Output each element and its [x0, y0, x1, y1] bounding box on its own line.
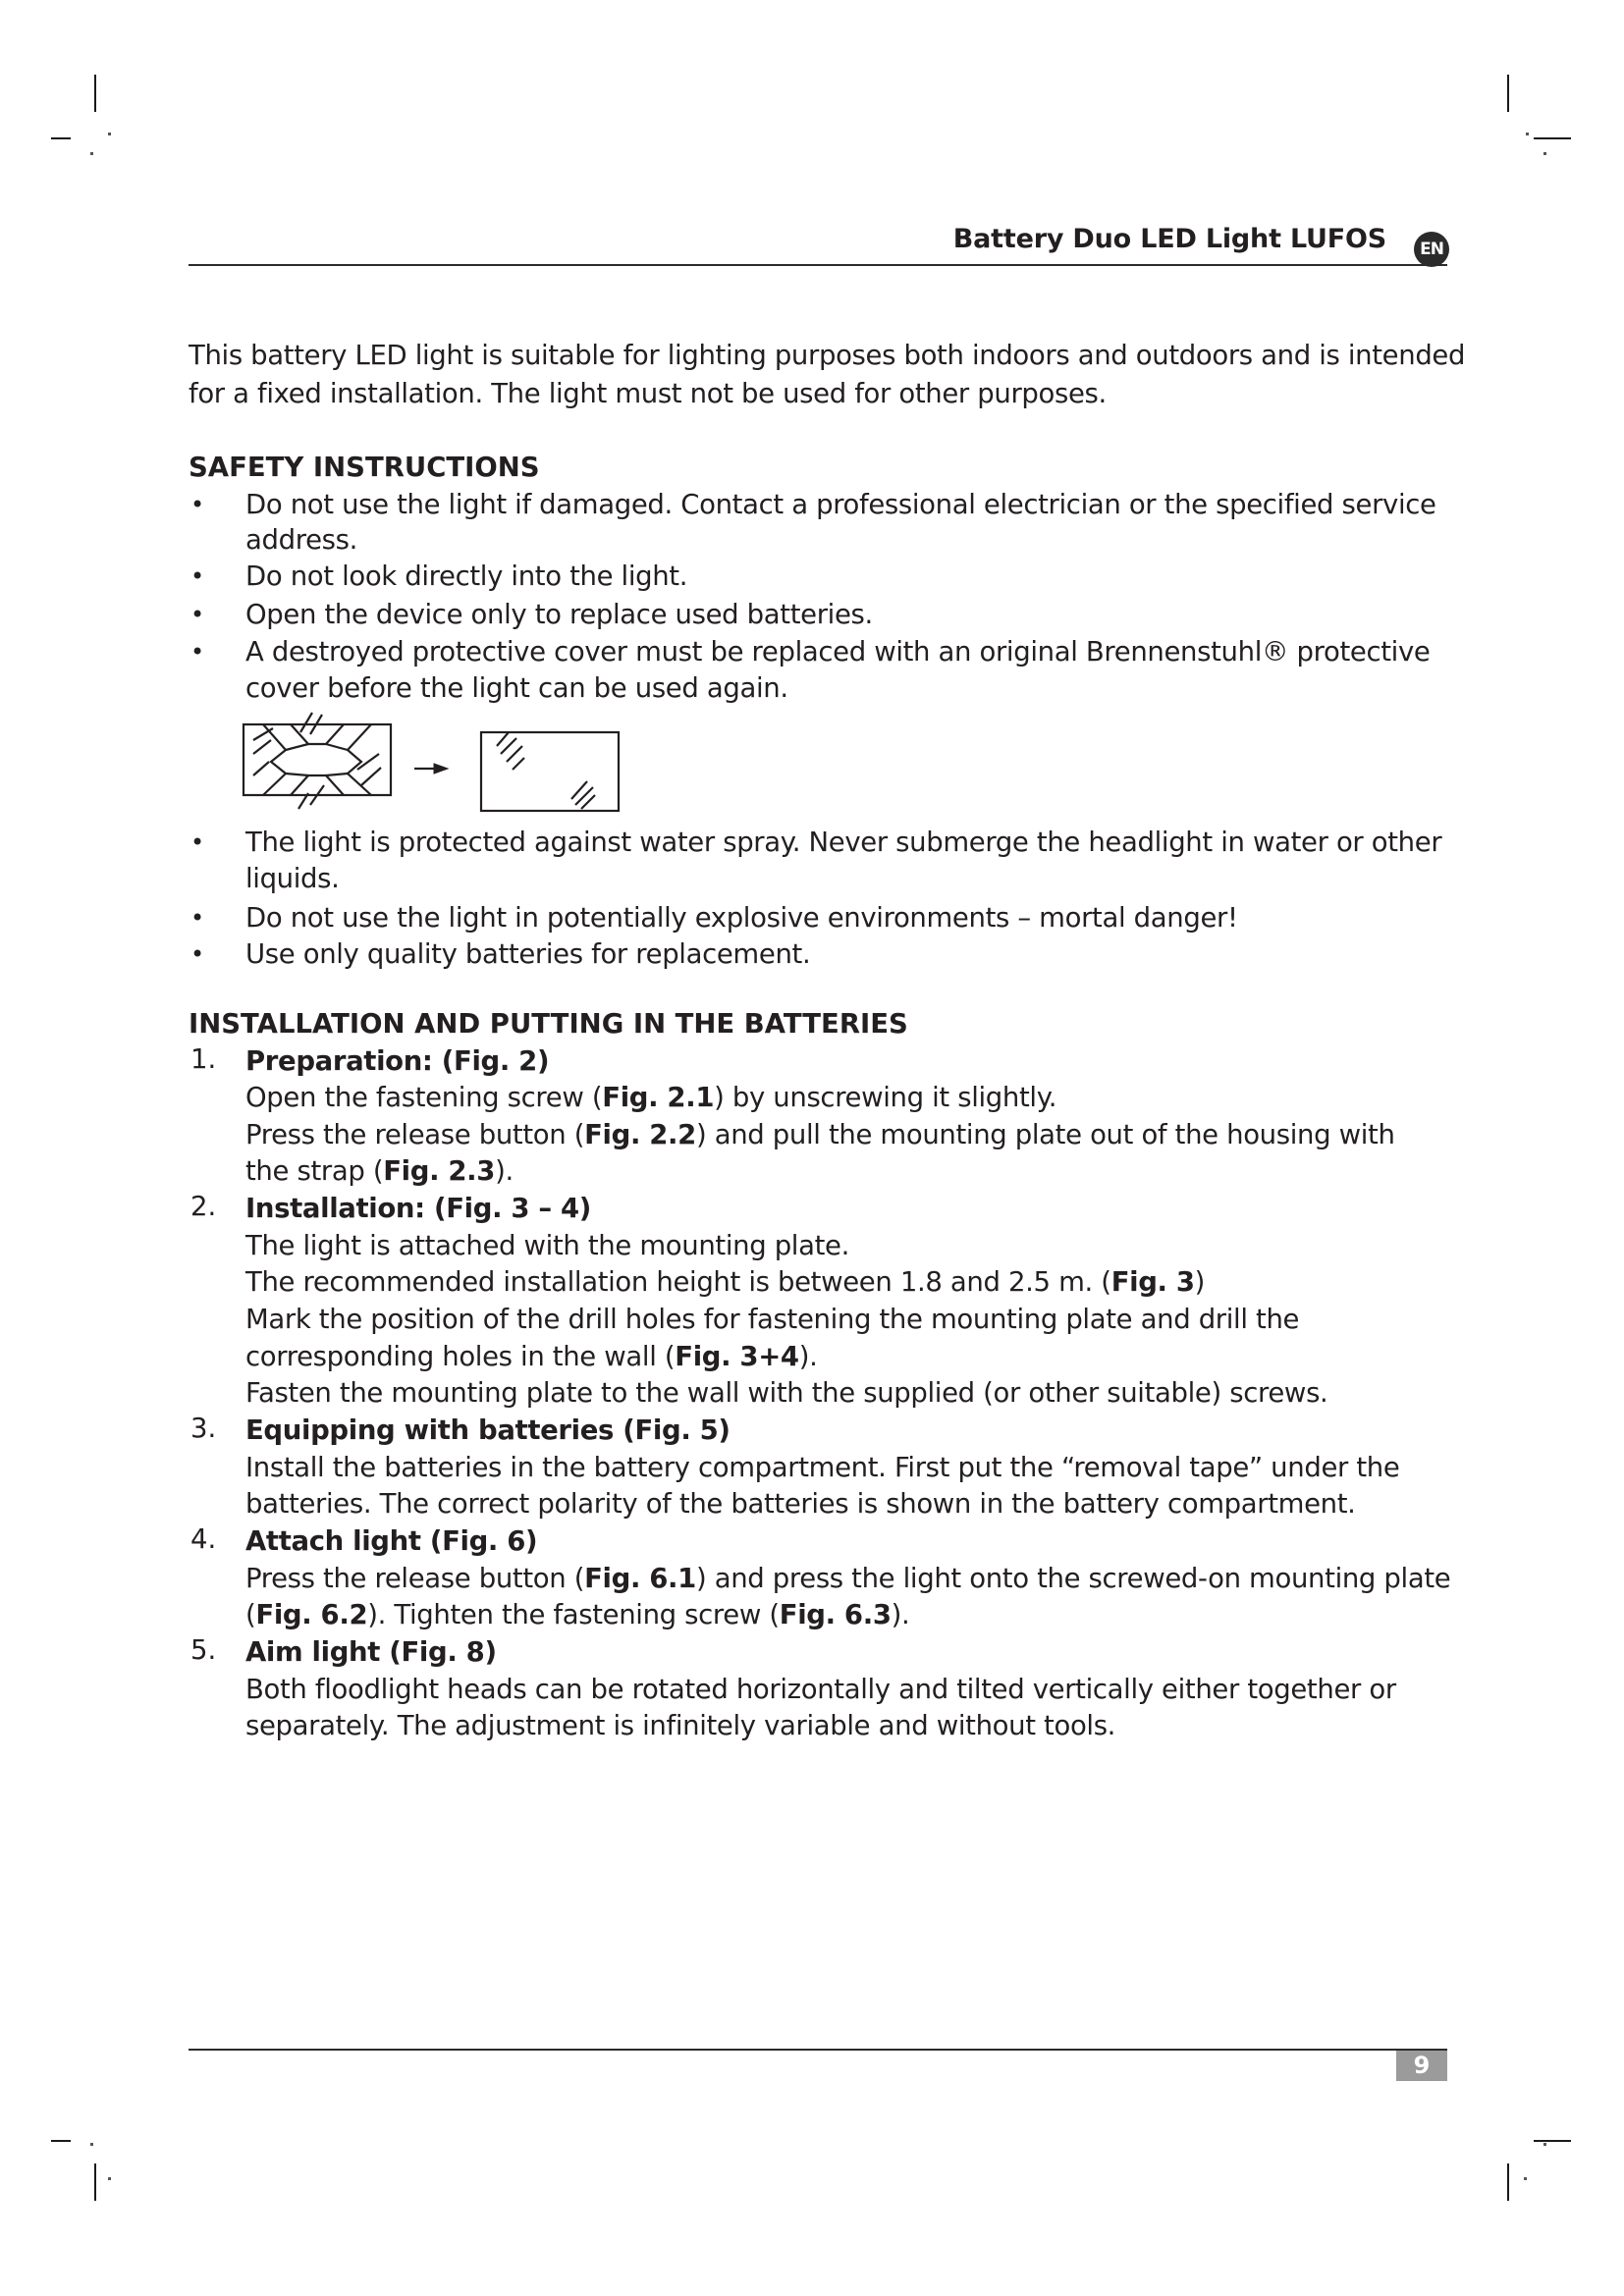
installation-heading: INSTALLATION AND PUTTING IN THE BATTERIES [189, 1008, 908, 1040]
document-title: Battery Duo LED Light LUFOS [952, 224, 1386, 254]
step-text: separately. The adjustment is infinitely variable and without tools. [245, 1710, 1116, 1741]
figure-reference: Fig. 3 [1110, 1266, 1195, 1298]
safety-item-text: Do not use the light if damaged. Contact a professional electrician or the specified service [245, 489, 1436, 520]
figure-reference: Fig. 6.3 [779, 1599, 892, 1630]
bullet-marker: • [190, 491, 205, 518]
crop-mark [1524, 2177, 1527, 2180]
bullet-marker: • [190, 904, 205, 932]
step-text-part: the strap ( [245, 1155, 384, 1187]
step-text-part: ( [245, 1599, 256, 1630]
step-text [245, 1597, 909, 1634]
step-text [245, 1339, 817, 1376]
intro-line: This battery LED light is suitable for lighting purposes both indoors and outdoors and is intended [189, 340, 1466, 371]
step-number: 3. [190, 1413, 217, 1444]
figure-reference: Fig. 6.1 [584, 1563, 696, 1594]
crop-mark [1534, 137, 1571, 139]
figure-reference: Fig. 2.3 [383, 1155, 496, 1187]
safety-item-text: Do not use the light in potentially explosive environments – mortal danger! [245, 902, 1238, 934]
safety-item-text: The light is protected against water spray. Never submerge the headlight in water or other [245, 827, 1442, 858]
crop-mark [108, 133, 111, 135]
protective-cover-illustration [242, 711, 621, 813]
crop-mark [1507, 2163, 1509, 2201]
safety-item-text: liquids. [245, 863, 340, 894]
step-text [245, 1264, 1205, 1302]
step-text-part: ). [495, 1155, 514, 1187]
step-text: Install the batteries in the battery compartment. First put the “removal tape” under the [245, 1452, 1400, 1483]
step-text: Fasten the mounting plate to the wall with the supplied (or other suitable) screws. [245, 1377, 1328, 1409]
bullet-marker: • [190, 940, 205, 968]
crop-mark [1543, 152, 1546, 155]
safety-heading: SAFETY INSTRUCTIONS [189, 452, 540, 483]
bullet-marker: • [190, 638, 205, 666]
bullet-marker: • [190, 601, 205, 628]
crop-mark [1534, 2140, 1571, 2142]
step-text-part: corresponding holes in the wall ( [245, 1341, 676, 1372]
crop-mark [108, 2177, 111, 2180]
step-text-part: ) [1194, 1266, 1206, 1298]
language-badge: EN [1414, 232, 1449, 267]
bullet-marker: • [190, 828, 205, 856]
figure-reference: Fig. 2.1 [602, 1082, 715, 1113]
step-text: Both floodlight heads can be rotated horizontally and tilted vertically either together or [245, 1674, 1396, 1705]
footer-divider [189, 2049, 1447, 2051]
intro-line: for a fixed installation. The light must not be used for other purposes. [189, 378, 1107, 409]
crop-mark [51, 2140, 71, 2142]
step-text-part: ). [798, 1341, 818, 1372]
header-divider [189, 264, 1447, 266]
step-title: Installation: (Fig. 3 – 4) [245, 1193, 592, 1224]
step-text-part: ) and press the light onto the screwed-on mounting plate [695, 1563, 1451, 1594]
step-text-part: Press the release button ( [245, 1119, 585, 1150]
broken-cover-icon [244, 713, 391, 809]
step-text-part: Press the release button ( [245, 1563, 585, 1594]
step-text [245, 1080, 1056, 1117]
step-text: batteries. The correct polarity of the batteries is shown in the battery compartment. [245, 1488, 1356, 1520]
step-text-part: ). [891, 1599, 910, 1630]
crop-mark [1526, 133, 1529, 135]
crop-mark [90, 2143, 93, 2146]
step-title: Equipping with batteries (Fig. 5) [245, 1415, 731, 1446]
step-text: The light is attached with the mounting plate. [245, 1230, 849, 1261]
arrow-right-icon [414, 764, 448, 774]
step-number: 5. [190, 1634, 217, 1666]
page-number: 9 [1396, 2051, 1447, 2081]
figure-reference: Fig. 2.2 [584, 1119, 696, 1150]
intact-cover-icon [481, 732, 619, 811]
bullet-marker: • [190, 562, 205, 590]
step-title: Attach light (Fig. 6) [245, 1525, 538, 1557]
figure-reference: Fig. 3+4 [675, 1341, 799, 1372]
crop-mark [1543, 2143, 1546, 2146]
step-text [245, 1153, 514, 1191]
step-text: Mark the position of the drill holes for fastening the mounting plate and drill the [245, 1304, 1300, 1335]
crop-mark [94, 75, 96, 112]
safety-item-text: Use only quality batteries for replacement. [245, 938, 811, 970]
crop-mark [90, 152, 93, 155]
safety-item-text: Open the device only to replace used batteries. [245, 599, 873, 630]
step-text-part: The recommended installation height is between 1.8 and 2.5 m. ( [245, 1266, 1111, 1298]
step-text-part: Open the fastening screw ( [245, 1082, 603, 1113]
step-text-part: ). Tighten the fastening screw ( [367, 1599, 780, 1630]
step-text [245, 1117, 1395, 1154]
step-text-part: ) by unscrewing it slightly. [714, 1082, 1057, 1113]
safety-item-text: cover before the light can be used again. [245, 672, 788, 704]
step-title: Aim light (Fig. 8) [245, 1636, 497, 1668]
step-number: 1. [190, 1043, 217, 1075]
crop-mark [1507, 75, 1509, 112]
step-number: 2. [190, 1191, 217, 1222]
safety-item-text: address. [245, 524, 357, 556]
step-text-part: ) and pull the mounting plate out of the housing with [695, 1119, 1395, 1150]
step-title: Preparation: (Fig. 2) [245, 1045, 550, 1077]
crop-mark [94, 2163, 96, 2201]
step-number: 4. [190, 1523, 217, 1555]
step-text [245, 1561, 1450, 1598]
safety-item-text: A destroyed protective cover must be replaced with an original Brennenstuhl® protective [245, 636, 1431, 667]
figure-reference: Fig. 6.2 [255, 1599, 368, 1630]
crop-mark [51, 137, 71, 139]
safety-item-text: Do not look directly into the light. [245, 561, 688, 592]
